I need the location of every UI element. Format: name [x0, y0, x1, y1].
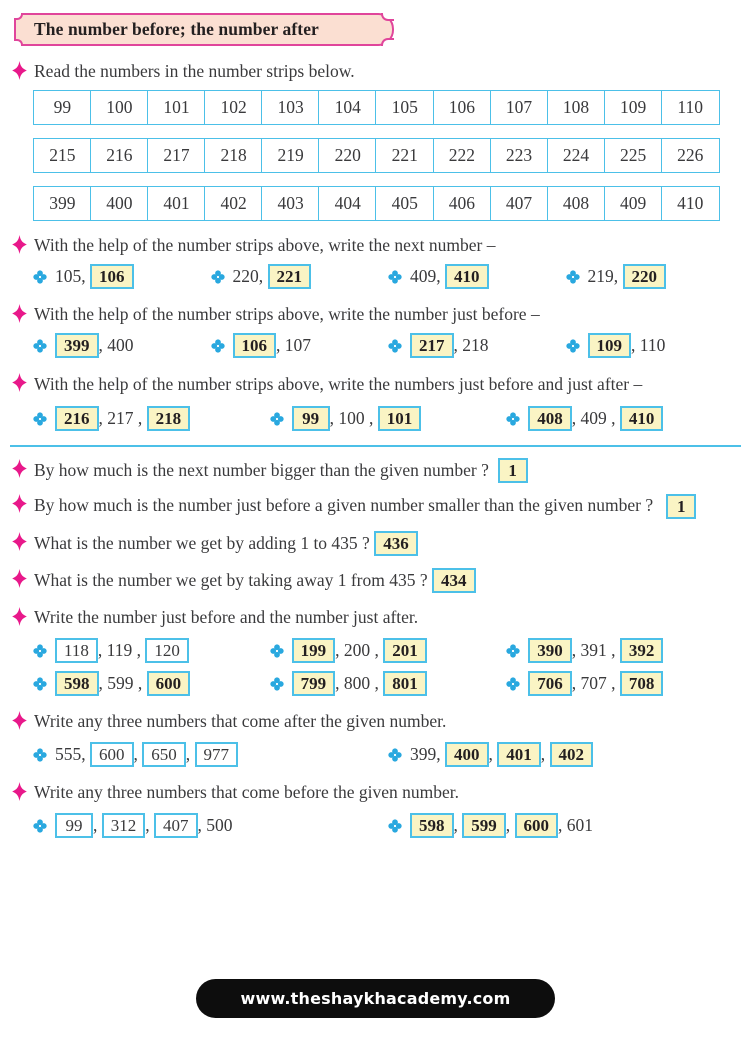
website-url[interactable]: www.theshaykhacademy.com	[196, 979, 554, 1018]
separator: ,	[488, 744, 493, 765]
given-number: , 409 ,	[571, 408, 616, 428]
diamond-bullet-icon	[12, 494, 27, 513]
strip-cell: 219	[261, 138, 320, 173]
answer-box-before[interactable]: 408	[528, 406, 572, 431]
instruction-text: Read the numbers in the number strips below.	[34, 61, 355, 81]
diamond-bullet-icon	[12, 235, 27, 254]
question-text: By how much is the number just before a given number smaller than the given number ?	[34, 495, 654, 515]
strip-cell: 220	[318, 138, 377, 173]
strip-cell: 101	[147, 90, 206, 125]
strip-cell: 108	[547, 90, 606, 125]
given-number: 220,	[232, 266, 264, 286]
given-number: , 107	[276, 335, 311, 355]
strip-cell: 217	[147, 138, 206, 173]
strip-cell: 225	[604, 138, 663, 173]
answer-box-before[interactable]: 598	[55, 671, 99, 696]
answer-box-3[interactable]: 600	[515, 813, 559, 838]
answer-item	[388, 742, 743, 767]
instruction-three-before	[12, 781, 751, 804]
before-after-answers	[0, 406, 751, 431]
answer-box-after[interactable]: 120	[145, 638, 189, 663]
answer-box-3[interactable]: 977	[195, 742, 239, 767]
answer-box-2[interactable]: 401	[497, 742, 541, 767]
instruction-text: With the help of the number strips above, write the number just before –	[34, 304, 540, 324]
answer-item	[33, 264, 211, 289]
strip-cell: 105	[375, 90, 434, 125]
clover-bullet-icon	[33, 819, 47, 833]
given-number: 399,	[410, 744, 441, 765]
strip-cell: 215	[33, 138, 92, 173]
strip-cell: 405	[375, 186, 434, 221]
answer-item	[33, 742, 388, 767]
separator: ,	[133, 744, 138, 765]
given-number: , 217 ,	[98, 408, 143, 428]
answer-box-before[interactable]: 216	[55, 406, 99, 431]
number-strip-row	[33, 90, 718, 125]
clover-bullet-icon	[33, 677, 47, 691]
instruction-text: Write the number just before and the number just after.	[34, 607, 419, 628]
question-1	[12, 458, 751, 483]
banner-notch-bottom-left	[14, 39, 23, 46]
clover-bullet-icon	[506, 644, 520, 658]
clover-bullet-icon	[388, 339, 402, 353]
given-number: 219,	[587, 266, 619, 286]
clover-bullet-icon	[388, 748, 402, 762]
clover-bullet-icon	[388, 270, 402, 284]
question-text: By how much is the next number bigger than the given number ?	[34, 460, 489, 480]
clover-bullet-icon	[506, 677, 520, 691]
strip-cell: 106	[433, 90, 492, 125]
strip-cell: 107	[490, 90, 549, 125]
diamond-bullet-icon	[12, 61, 27, 80]
strip-cell: 226	[661, 138, 720, 173]
answer-box-1[interactable]: 400	[445, 742, 489, 767]
answer-box-before[interactable]: 199	[292, 638, 336, 663]
answer-box-after[interactable]: 218	[147, 406, 191, 431]
diamond-bullet-icon	[12, 532, 27, 551]
answer-box-before[interactable]: 390	[528, 638, 572, 663]
clover-bullet-icon	[33, 644, 47, 658]
answer-box-2[interactable]: 312	[102, 813, 146, 838]
instruction-write-before-after	[12, 606, 751, 629]
diamond-bullet-icon	[12, 373, 27, 392]
diamond-bullet-icon	[12, 782, 27, 801]
strip-cell: 407	[490, 186, 549, 221]
three-after-answers	[0, 742, 751, 767]
answer-box[interactable]: 217	[410, 333, 454, 358]
given-number: , 119 ,	[97, 640, 141, 661]
strip-cell: 99	[33, 90, 92, 125]
given-number: , 707 ,	[571, 673, 616, 694]
number-strips	[33, 90, 718, 221]
given-number: , 800 ,	[335, 673, 379, 694]
answer-item	[388, 813, 743, 838]
question-text: What is the number we get by adding 1 to 435 ?	[34, 533, 370, 554]
three-before-answers	[0, 813, 751, 838]
strip-cell: 110	[661, 90, 720, 125]
answer-item	[388, 333, 566, 358]
given-number: , 110	[631, 335, 666, 355]
answer-box[interactable]: 106	[90, 264, 134, 289]
clover-bullet-icon	[506, 412, 520, 426]
given-number: 409,	[410, 266, 441, 286]
question-4	[12, 568, 751, 593]
strip-cell: 102	[204, 90, 263, 125]
page-title: The number before; the number after	[34, 19, 319, 39]
answer-box[interactable]: 106	[233, 333, 277, 358]
separator: ,	[453, 815, 458, 836]
strip-cell: 221	[375, 138, 434, 173]
question-3	[12, 531, 751, 556]
instruction-three-after	[12, 710, 751, 733]
given-number: , 100 ,	[329, 408, 374, 428]
clover-bullet-icon	[270, 644, 284, 658]
page-title-banner	[14, 13, 394, 46]
clover-bullet-icon	[33, 339, 47, 353]
instruction-text: With the help of the number strips above, write the next number –	[34, 235, 496, 255]
answer-item	[566, 264, 744, 289]
strip-cell: 224	[547, 138, 606, 173]
answer-item	[33, 638, 270, 663]
answer-item	[33, 333, 211, 358]
given-number: , 391 ,	[571, 640, 616, 661]
answer-box-after[interactable]: 101	[378, 406, 422, 431]
strip-cell: 109	[604, 90, 663, 125]
strip-cell: 408	[547, 186, 606, 221]
instruction-before-and-after	[12, 372, 751, 397]
strip-cell: 409	[604, 186, 663, 221]
answer-box-3[interactable]: 407	[154, 813, 198, 838]
given-number: 105,	[55, 266, 86, 286]
diamond-bullet-icon	[12, 459, 27, 478]
answer-box-after[interactable]: 801	[383, 671, 427, 696]
strip-cell: 100	[90, 90, 149, 125]
answer-box-3[interactable]: 402	[550, 742, 594, 767]
strip-cell: 401	[147, 186, 206, 221]
answer-box[interactable]: 220	[623, 264, 667, 289]
given-number: , 599 ,	[98, 673, 143, 694]
answer-item	[506, 671, 743, 696]
answer-box-1[interactable]: 99	[55, 813, 93, 838]
separator: ,	[185, 744, 191, 765]
instruction-just-before	[12, 303, 751, 326]
clover-bullet-icon	[566, 339, 580, 353]
strip-cell: 103	[261, 90, 320, 125]
given-number: , 200 ,	[335, 640, 379, 661]
given-number: , 500	[197, 815, 233, 836]
instruction-text: Write any three numbers that come after the given number.	[34, 711, 447, 732]
answer-item	[270, 671, 507, 696]
answer-item	[506, 638, 743, 663]
answer-box-1[interactable]: 598	[410, 813, 454, 838]
strip-cell: 403	[261, 186, 320, 221]
answer-box-after[interactable]: 708	[620, 671, 664, 696]
answer-box[interactable]: 410	[445, 264, 489, 289]
given-number: , 218	[453, 335, 489, 355]
question-text: What is the number we get by taking away 1 from 435 ?	[34, 570, 428, 591]
before-after-grid-row	[0, 638, 751, 663]
title-banner-shape	[14, 13, 394, 46]
separator: ,	[93, 815, 98, 836]
answer-box[interactable]: 434	[432, 568, 476, 593]
answer-box-before[interactable]: 99	[292, 406, 330, 431]
answer-item	[211, 333, 389, 358]
instruction-text: With the help of the number strips above, write the numbers just before and just after –	[34, 374, 643, 394]
answer-box[interactable]: 109	[588, 333, 632, 358]
separator: ,	[505, 815, 511, 836]
answer-box-2[interactable]: 650	[142, 742, 186, 767]
clover-bullet-icon	[270, 412, 284, 426]
answer-item	[506, 406, 743, 431]
answer-item	[270, 406, 507, 431]
clover-bullet-icon	[566, 270, 580, 284]
before-after-grid-row	[0, 671, 751, 696]
answer-item	[33, 813, 388, 838]
strip-cell: 410	[661, 186, 720, 221]
next-number-answers	[0, 264, 751, 289]
answer-box[interactable]: 436	[374, 531, 418, 556]
answer-box[interactable]: 1	[498, 458, 528, 483]
given-number: 555,	[55, 744, 86, 765]
footer	[0, 979, 751, 1018]
clover-bullet-icon	[211, 270, 225, 284]
answer-box[interactable]: 399	[55, 333, 99, 358]
strip-cell: 402	[204, 186, 263, 221]
number-strip-row	[33, 138, 718, 173]
answer-item	[270, 638, 507, 663]
answer-box-before[interactable]: 706	[528, 671, 572, 696]
instruction-text: Write any three numbers that come before the given number.	[34, 782, 459, 803]
answer-box-after[interactable]: 201	[383, 638, 427, 663]
section-divider	[10, 445, 741, 447]
clover-bullet-icon	[33, 412, 47, 426]
clover-bullet-icon	[388, 819, 402, 833]
answer-box-before[interactable]: 799	[292, 671, 336, 696]
strip-cell: 104	[318, 90, 377, 125]
just-before-answers	[0, 333, 751, 358]
answer-box[interactable]: 221	[268, 264, 312, 289]
given-number: , 601	[558, 815, 593, 836]
strip-cell: 218	[204, 138, 263, 173]
clover-bullet-icon	[33, 270, 47, 284]
answer-box-2[interactable]: 599	[462, 813, 506, 838]
instruction-next-number	[12, 234, 751, 257]
clover-bullet-icon	[270, 677, 284, 691]
strip-cell: 222	[433, 138, 492, 173]
answer-item	[33, 406, 270, 431]
strip-cell: 406	[433, 186, 492, 221]
strip-cell: 399	[33, 186, 92, 221]
strip-cell: 223	[490, 138, 549, 173]
answer-item	[566, 333, 744, 358]
strip-cell: 400	[90, 186, 149, 221]
separator: ,	[540, 744, 546, 765]
separator: ,	[145, 815, 150, 836]
question-2	[12, 493, 751, 519]
instruction-read-strips	[12, 60, 751, 83]
answer-box[interactable]: 1	[666, 494, 696, 519]
strip-cell: 404	[318, 186, 377, 221]
answer-item	[33, 671, 270, 696]
number-strip-row	[33, 186, 718, 221]
diamond-bullet-icon	[12, 304, 27, 323]
strip-cell: 216	[90, 138, 149, 173]
answer-item	[211, 264, 389, 289]
answer-box-1[interactable]: 600	[90, 742, 134, 767]
answer-box-before[interactable]: 118	[55, 638, 98, 663]
answer-box-after[interactable]: 392	[620, 638, 664, 663]
diamond-bullet-icon	[12, 569, 27, 588]
answer-box-after[interactable]: 600	[147, 671, 191, 696]
answer-box-after[interactable]: 410	[620, 406, 664, 431]
clover-bullet-icon	[211, 339, 225, 353]
clover-bullet-icon	[33, 748, 47, 762]
given-number: , 400	[98, 335, 134, 355]
diamond-bullet-icon	[12, 607, 27, 626]
worksheet-page	[0, 13, 751, 1037]
answer-item	[388, 264, 566, 289]
diamond-bullet-icon	[12, 711, 27, 730]
